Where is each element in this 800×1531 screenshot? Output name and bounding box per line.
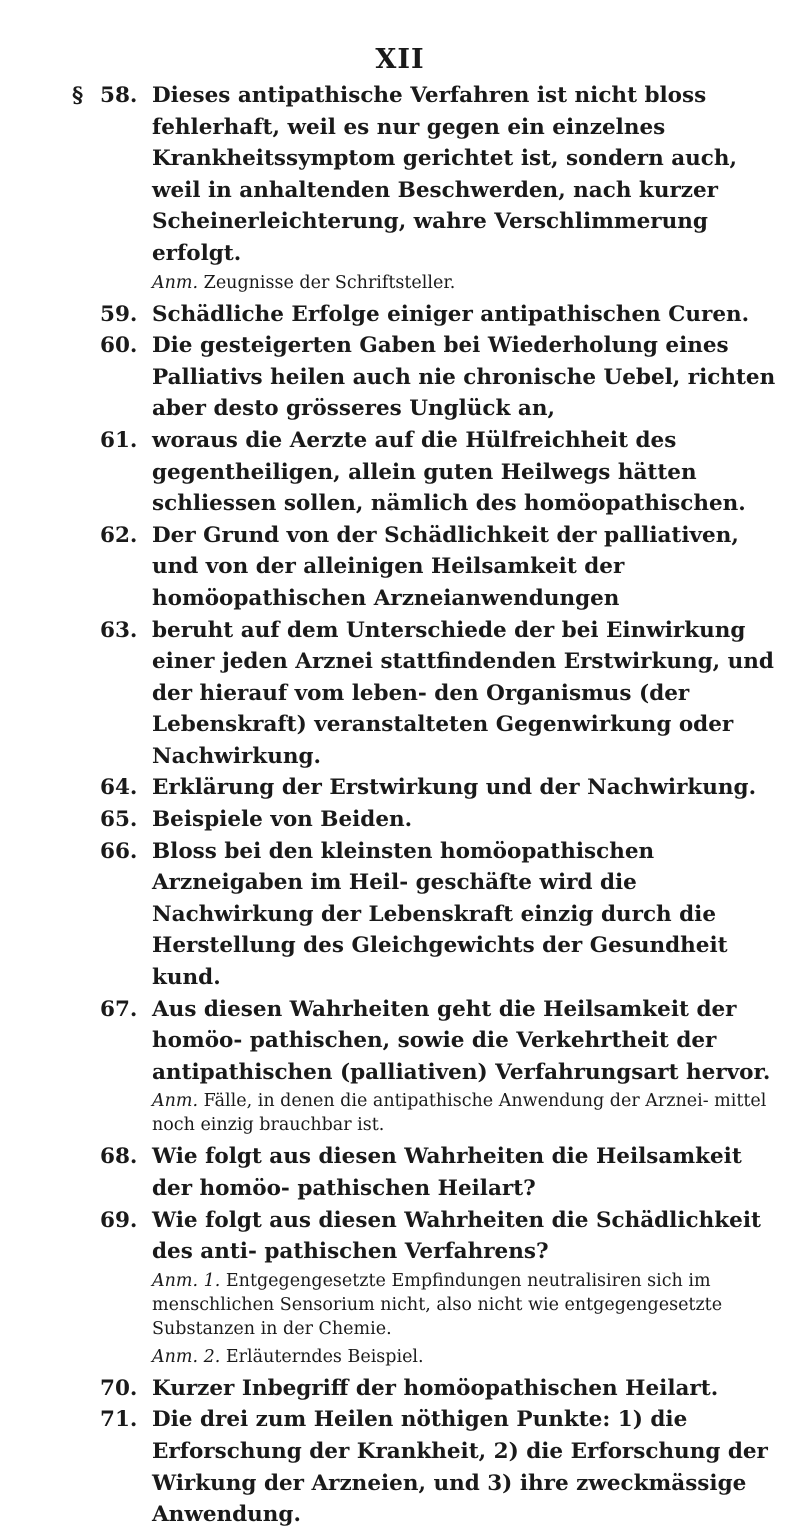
- entry-number: 58.: [100, 83, 138, 108]
- entry-text: Der Grund von der Schädlichkeit der palliativen, und von der alleinigen Heilsamkeit der homöopathischen Arzneianwendungen: [152, 522, 739, 611]
- section-mark: §: [72, 83, 84, 108]
- entry-number: 70.: [100, 1375, 138, 1401]
- note-text: Erläuterndes Beispiel.: [225, 1346, 424, 1367]
- entry-note: [100, 1089, 780, 1137]
- entry-number: 66.: [100, 838, 138, 864]
- contents-entry: [100, 330, 780, 425]
- note-label: Anm.: [152, 272, 199, 293]
- contents-entry: [100, 804, 780, 836]
- entry-text: Wie folgt aus diesen Wahrheiten die Heilsamkeit der homöo- pathischen Heilart?: [152, 1144, 742, 1201]
- entry-text: Dieses antipathische Verfahren ist nicht bloss fehlerhaft, weil es nur gegen ein einzelnes Krankheitssymptom gerichtet ist, sondern auch, weil in anhaltenden Beschwerden, nach kurzer Scheinerleichterung, wahre Verschlimmerung erfolgt.: [152, 83, 738, 266]
- contents-entry: [100, 1404, 780, 1530]
- entry-number: 71.: [100, 1407, 138, 1433]
- entry-number: 64.: [100, 775, 138, 801]
- note-text: Zeugnisse der Schriftsteller.: [203, 272, 456, 293]
- contents-entry: [100, 425, 780, 520]
- entry-number: 62.: [100, 522, 138, 548]
- note-label: Anm. 1.: [152, 1270, 221, 1291]
- entry-text: woraus die Aerzte auf die Hülfreichheit des gegentheiligen, allein guten Heilwegs hätten schliessen sollen, nämlich des homöopathischen.: [152, 427, 746, 517]
- page-number: XII: [375, 44, 425, 75]
- contents-entry: [72, 80, 780, 270]
- entry-number: 68.: [100, 1144, 138, 1170]
- entry-number: 59.: [100, 301, 138, 327]
- entry-number: 61.: [100, 427, 138, 453]
- entry-number: 60.: [100, 333, 138, 359]
- table-of-contents: [72, 80, 780, 1531]
- note-text: Fälle, in denen die antipathische Anwendung der Arznei- mittel noch einzig brauchbar ist.: [152, 1091, 767, 1136]
- note-text: Entgegengesetzte Empfindungen neutralisiren sich im menschlichen Sensorium nicht, also nicht wie entgegengesetzte Substanzen in der Chemie.: [152, 1270, 723, 1339]
- contents-entry: [100, 1373, 780, 1405]
- entry-number: 65.: [100, 807, 138, 833]
- entry-text: Kurzer Inbegriff der homöopathischen Heilart.: [152, 1375, 719, 1401]
- entry-text: Die gesteigerten Gaben bei Wiederholung eines Palliativs heilen auch nie chronische Uebel, richten aber desto grösseres Unglück an,: [152, 333, 776, 422]
- contents-entry: [100, 836, 780, 994]
- note-label: Anm. 2.: [152, 1346, 221, 1367]
- entry-text: beruht auf dem Unterschiede der bei Einwirkung einer jeden Arznei stattfindenden Erstwirkung, und der hierauf vom leben- den Organismus (der Lebenskraft) veranstalteten Gegenwirkung oder Nachwirkung.: [152, 617, 774, 769]
- entry-text: Die drei zum Heilen nöthigen Punkte: 1) die Erforschung der Krankheit, 2) die Erforschung der Wirkung der Arzneien, und 3) ihre zweckmässige Anwendung.: [152, 1407, 768, 1528]
- contents-entry: [100, 1205, 780, 1268]
- entry-text: Erklärung der Erstwirkung und der Nachwirkung.: [152, 775, 757, 801]
- contents-entry: [100, 772, 780, 804]
- note-label: Anm.: [152, 1091, 199, 1112]
- entry-number: 63.: [100, 617, 138, 643]
- entry-note: [100, 1269, 780, 1341]
- entry-text: Beispiele von Beiden.: [152, 807, 413, 833]
- entry-note: [100, 1345, 780, 1369]
- entry-note: [100, 271, 780, 295]
- contents-entry: [100, 994, 780, 1089]
- contents-entry: [100, 1141, 780, 1204]
- entry-number: 69.: [100, 1207, 138, 1233]
- contents-entry: [100, 615, 780, 773]
- entry-text: Aus diesen Wahrheiten geht die Heilsamkeit der homöo- pathischen, sowie die Verkehrtheit der antipathischen (palliativen) Verfahrungsart hervor.: [152, 996, 771, 1085]
- contents-entry: [100, 520, 780, 615]
- entry-text: Schädliche Erfolge einiger antipathischen Curen.: [152, 301, 750, 327]
- entry-text: Wie folgt aus diesen Wahrheiten die Schädlichkeit des anti- pathischen Verfahrens?: [152, 1207, 761, 1265]
- entry-text: Bloss bei den kleinsten homöopathischen Arzneigaben im Heil- geschäfte wird die Nachwirkung der Lebenskraft einzig durch die Herstellung des Gleichgewichts der Gesundheit kund.: [152, 838, 728, 991]
- entry-number: 67.: [100, 996, 138, 1022]
- contents-entry: [100, 299, 780, 331]
